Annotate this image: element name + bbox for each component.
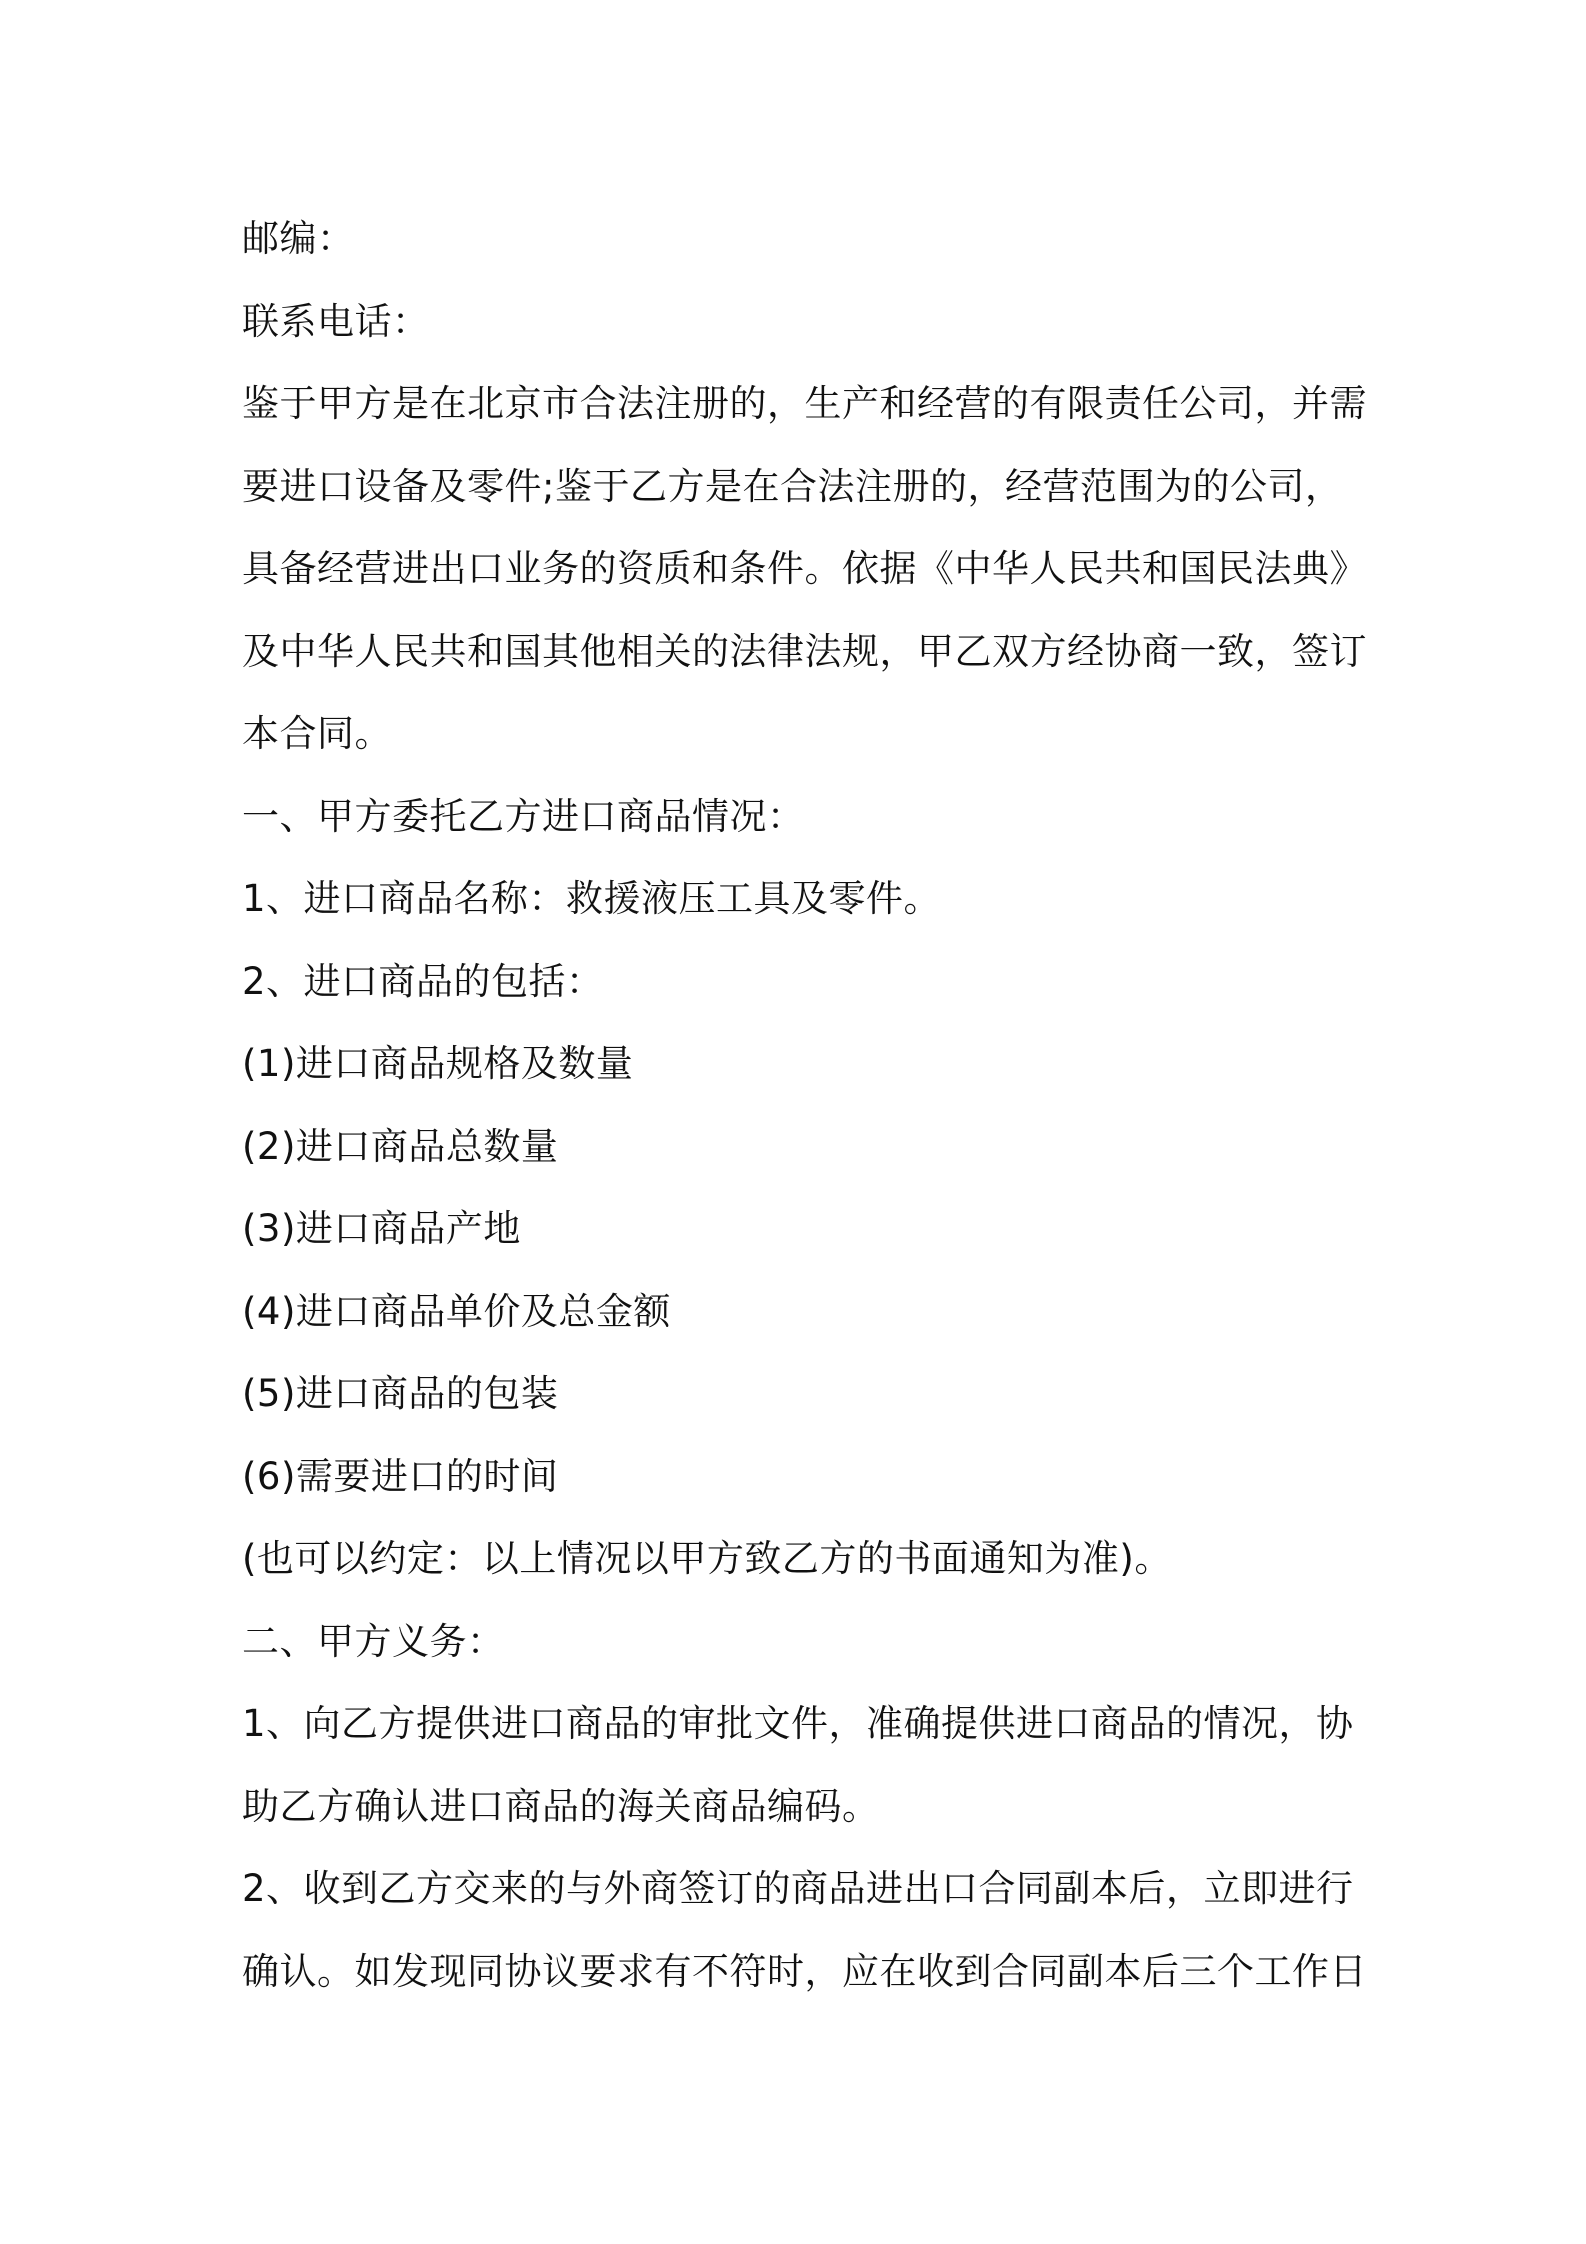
clause-2-1-line-2: 助乙方确认进口商品的海关商品编码。 <box>242 1784 880 1828</box>
clause-1-1: 1、进口商品名称：救援液压工具及零件。 <box>242 877 942 920</box>
clause-2-1-line-1: 1、向乙方提供进口商品的审批文件，准确提供进口商品的情况，协 <box>242 1702 1354 1745</box>
list-item-4: (4)进口商品单价及总金额 <box>242 1289 671 1333</box>
list-note: (也可以约定：以上情况以甲方致乙方的书面通知为准)。 <box>242 1537 1172 1580</box>
phone-label: 联系电话： <box>242 299 430 343</box>
preamble-line-3: 具备经营进出口业务的资质和条件。依据《中华人民共和国民法典》 <box>242 547 1367 590</box>
document-body <box>242 198 1367 2013</box>
list-item-2: (2)进口商品总数量 <box>242 1124 559 1168</box>
list-item-1: (1)进口商品规格及数量 <box>242 1042 634 1085</box>
clause-1-2: 2、进口商品的包括： <box>242 959 604 1003</box>
preamble-line-5: 本合同。 <box>242 712 392 755</box>
preamble-line-4: 及中华人民共和国其他相关的法律法规，甲乙双方经协商一致，签订 <box>242 629 1367 673</box>
clause-2-2-line-1: 2、收到乙方交来的与外商签订的商品进出口合同副本后，立即进行 <box>242 1867 1354 1910</box>
preamble-line-2: 要进口设备及零件;鉴于乙方是在合法注册的，经营范围为的公司， <box>242 464 1343 508</box>
preamble-line-1: 鉴于甲方是在北京市合法注册的，生产和经营的有限责任公司，并需 <box>242 382 1367 425</box>
list-item-5: (5)进口商品的包装 <box>242 1372 559 1415</box>
list-item-3: (3)进口商品产地 <box>242 1207 521 1250</box>
clause-2-2-line-2: 确认。如发现同协议要求有不符时，应在收到合同副本后三个工作日 <box>242 1949 1367 1993</box>
section-heading-1: 一、甲方委托乙方进口商品情况： <box>242 794 805 838</box>
section-heading-2: 二、甲方义务： <box>242 1619 505 1663</box>
postal-code-label: 邮编： <box>242 217 355 260</box>
list-item-6: (6)需要进口的时间 <box>242 1454 559 1498</box>
